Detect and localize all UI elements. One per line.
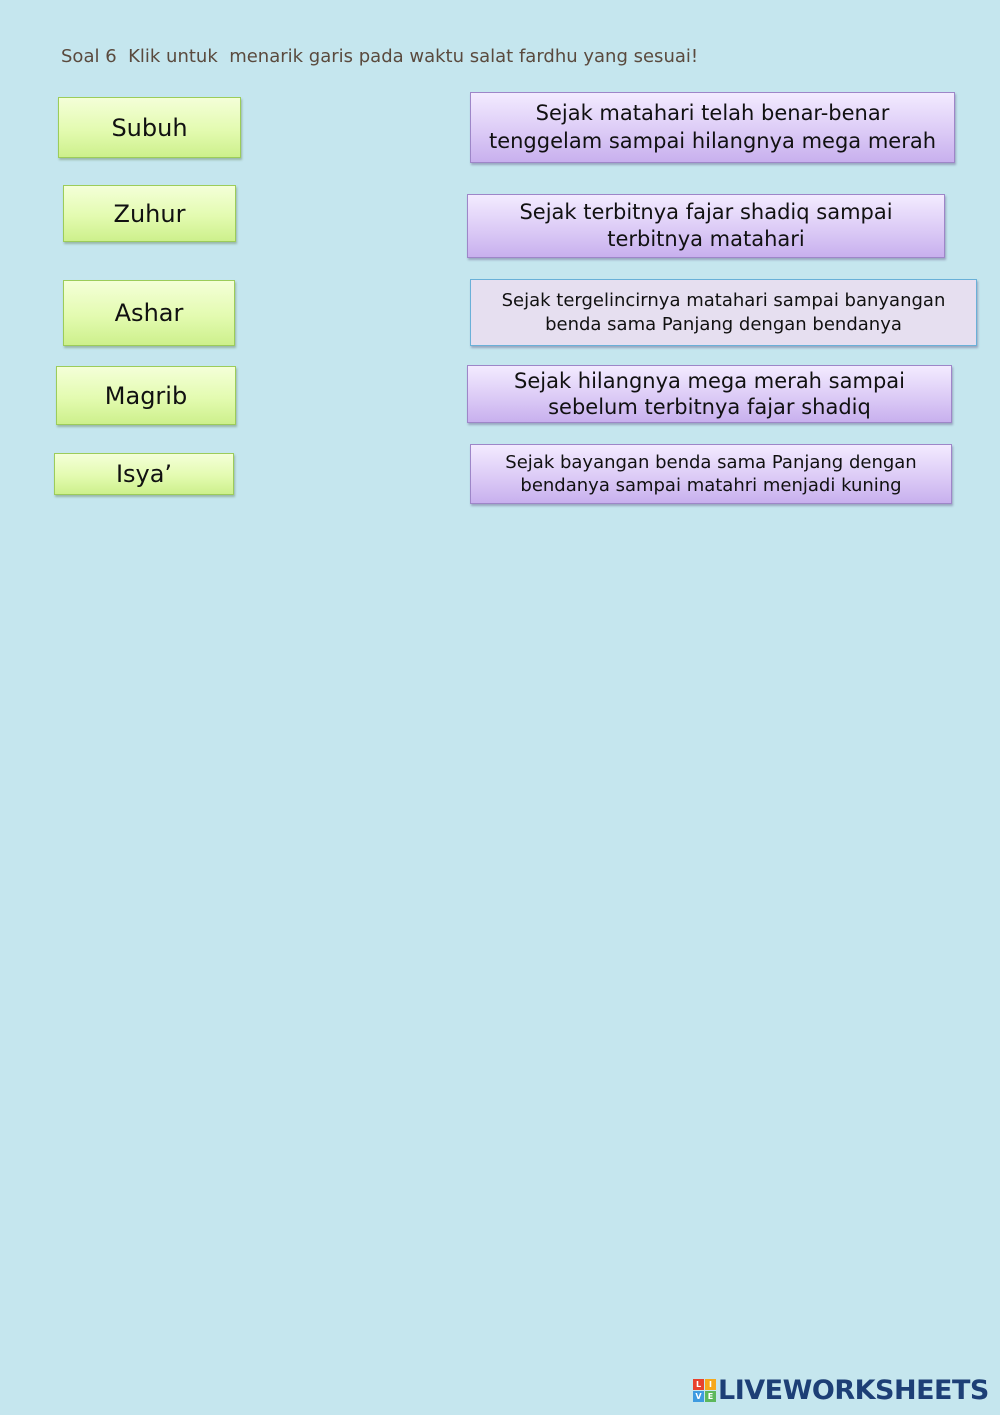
prayer-label: Subuh: [111, 113, 188, 142]
description-line: benda sama Panjang dengan bendanya: [545, 313, 902, 335]
description-line: sebelum terbitnya fajar shadiq: [548, 395, 871, 419]
prayer-zuhur[interactable]: [63, 185, 236, 242]
description-isya-time[interactable]: [467, 365, 952, 423]
description-line: Sejak bayangan benda sama Panjang dengan: [505, 451, 917, 473]
prayer-label: Zuhur: [113, 199, 186, 228]
prayer-ashar[interactable]: [63, 280, 235, 346]
description-line: Sejak hilangnya mega merah sampai: [514, 368, 905, 393]
description-line: bendanya sampai matahri menjadi kuning: [520, 475, 902, 496]
liveworksheets-brand: [693, 1375, 989, 1406]
prayer-label: Isya’: [115, 460, 173, 488]
description-line: terbitnya matahari: [607, 227, 805, 251]
description-line: tenggelam sampai hilangnya mega merah: [488, 128, 937, 153]
description-line: Sejak terbitnya fajar shadiq sampai: [519, 199, 893, 224]
description-line: Sejak tergelincirnya matahari sampai banyangan: [501, 290, 946, 312]
description-zuhur-time[interactable]: [470, 279, 977, 346]
logo-letter: I: [705, 1379, 716, 1390]
description-maghrib-time[interactable]: [470, 92, 955, 163]
brand-name: LIVEWORKSHEETS: [718, 1375, 989, 1406]
logo-letter: E: [705, 1391, 716, 1402]
logo-letter: V: [693, 1391, 704, 1402]
description-line: Sejak matahari telah benar-benar: [535, 101, 890, 126]
logo-letter: L: [693, 1379, 704, 1390]
description-ashar-time[interactable]: [470, 444, 952, 504]
prayer-label: Ashar: [114, 299, 184, 327]
prayer-magrib[interactable]: [56, 366, 236, 425]
prayer-isya[interactable]: [54, 453, 234, 495]
liveworksheets-logo-icon: [693, 1379, 716, 1402]
description-subuh-time[interactable]: [467, 194, 945, 258]
instruction-text: Soal 6 Klik untuk menarik garis pada waktu salat fardhu yang sesuai!: [61, 46, 699, 67]
prayer-subuh[interactable]: [58, 97, 241, 158]
prayer-label: Magrib: [104, 381, 188, 410]
